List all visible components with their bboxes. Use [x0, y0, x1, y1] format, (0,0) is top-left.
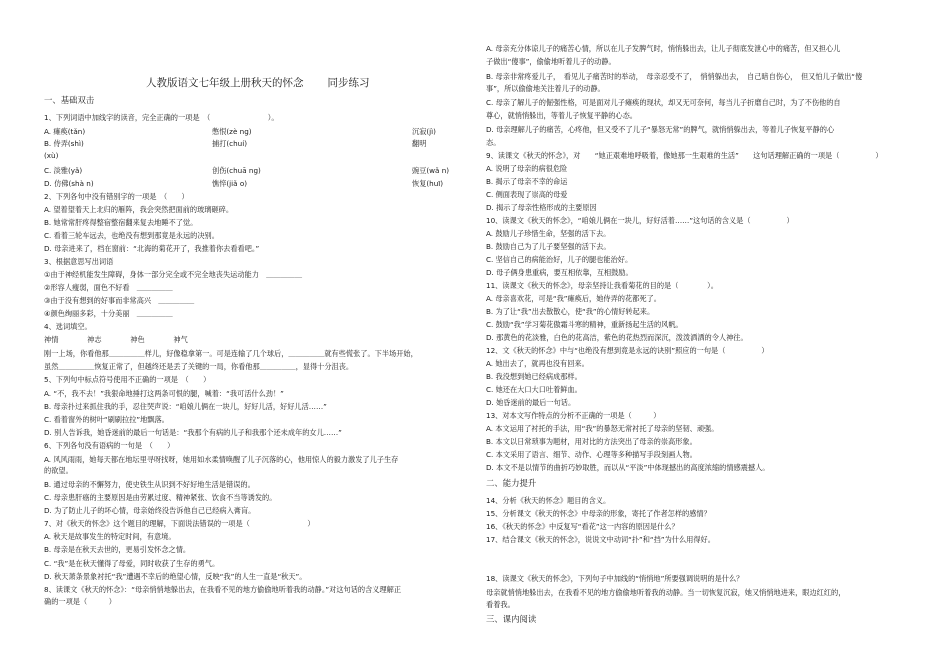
option-row-1b	[44, 139, 426, 149]
option: D. 她昏迷前的最后一句话。	[486, 398, 576, 407]
option-cont: 的欲望。	[44, 466, 73, 475]
option: A. 瘫痪(tǎn)	[44, 127, 86, 136]
option: D. 母子俩身患重病，要互相依靠，互相鼓励。	[486, 268, 633, 277]
section-heading-basic: 一、基础双击	[44, 95, 95, 105]
option: C. 鼓励“我”学习菊花傲霜斗寒的精神，重新扬起生活的风帆。	[486, 320, 683, 329]
option: 沉寂(jì)	[412, 127, 436, 136]
option: B. 她常常肝疼得整宿整宿翻来复去地睡不了觉。	[44, 218, 198, 227]
question-2: 2、下列各句中没有错别字的一项是 （ ）	[44, 192, 189, 201]
fill-passage: 刚一上场，你看他那＿＿＿＿＿样儿，好像稳拿第一。可是连输了几个球后，＿＿＿＿＿就有些慌张了。下半场开始，	[44, 349, 418, 358]
option: C. 看着窗外的树叶“刷刷拉拉”地飘落。	[44, 415, 169, 424]
option: A. 本文运用了衬托的手法，用“我”的暴怒无常衬托了母亲的坚韧、顽强。	[486, 424, 719, 433]
definition-item: ②形容人瘦弱，面色不好看 ＿＿＿＿＿	[44, 283, 173, 292]
option-cont: 子做出“傻事”，偷偷地听着儿子的动静。	[486, 57, 616, 66]
option: C. 她还在大口大口吐着鲜血。	[486, 385, 582, 394]
option: 憔悴(jiǎ o)	[212, 179, 248, 188]
option: D. 别人告诉我，她昏迷前的最后一句话是：“我那个有病的儿子和我那个还未成年的女儿……”	[44, 428, 342, 437]
question-9: 9、读课文《秋天的怀念》，对 “她正艰难地呼吸着，像她那一生艰难的生活” 这句话理解正确的一项是（ ）	[486, 151, 883, 160]
option-row-1d	[44, 179, 443, 189]
option: A. 望着望着天上北归的雁阵，我会突然把面前的玻璃砸碎。	[44, 205, 234, 214]
definition-item: ④颜色绚丽多彩，十分美丽 ＿＿＿＿＿	[44, 309, 173, 318]
option: C. 侧面表现了崇高的母爱	[486, 190, 568, 199]
option: 翻明	[412, 139, 427, 148]
option-cont: 事”，所以偷偷地关注着儿子的动静。	[486, 84, 605, 93]
question-15: 15、分析课文《秋天的怀念》中母亲的形象，寄托了作者怎样的感情？	[486, 509, 711, 518]
option: B. 本文以日常琐事为题材，用对比的方法突出了母亲的崇高形象。	[486, 437, 697, 446]
option: 恢复(huī)	[412, 179, 444, 188]
question-12: 12、文《秋天的怀念》中与“也绝没有想到竟是永远的诀别”照应的一句是（ ）	[486, 346, 769, 355]
option: D. 为了防止儿子的坏心情，母亲始终没告诉他自己已经病入膏肓。	[44, 506, 256, 515]
section-heading-ability: 二、能力提升	[486, 478, 537, 488]
option: 憋恨(zè ng)	[212, 127, 252, 136]
question-8: 8、读课文《秋天的怀念》：“母亲悄悄地躲出去，在我看不见的地方偷偷地听着我的动静。”对这句话的含义理解正	[44, 585, 402, 594]
option: A. 母亲喜欢花，可是“我”瘫痪后，她侍弄的花都死了。	[486, 294, 661, 303]
option: D. 母亲理解儿子的痛苦，心疼他，但又受不了儿子“暴怒无常”的脾气，就悄悄躲出去，等着儿子恢复平静的心	[486, 125, 835, 134]
option: D. 本文不是以情节的曲折巧妙取胜，而以从“平淡”中体现撼出的高度浓缩的情感震撼人。	[486, 463, 770, 472]
option: D. 揭示了母亲性格形成的主要原因	[486, 203, 597, 212]
question-7: 7、对《秋天的怀念》这个题目的理解，下面说法错误的一项是（ ）	[44, 519, 315, 528]
option: B. 母亲扑过来抓住我的手，忍住哭声说：“咱娘儿俩在一块儿，好好儿活，好好儿活……”	[44, 402, 327, 411]
option: B. 鼓励自己为了儿子要坚强的活下去。	[486, 242, 611, 251]
option: C. 母亲了解儿子的倔强性格，可是面对儿子瘫痪的现状，却又无可奈何，每当儿子折磨自己时，为了不伤他的自	[486, 98, 841, 107]
question-1: 1、下列词语中加线字的读音，完全正确的一项是 （ ）。	[44, 113, 279, 122]
option-row-1a	[44, 127, 436, 137]
option: C. 坚信自己的病能治好，儿子的腿也能治好。	[486, 255, 633, 264]
option: A. 说明了母亲的病很危险	[486, 164, 568, 173]
section-heading-reading: 三、课内阅读	[486, 614, 537, 624]
fill-passage: 虽然＿＿＿＿＿恢复正常了，但越终还是丢了关键的一局，你看他那＿＿＿＿＿，显得十分沮丧。	[44, 362, 354, 371]
question-5: 5、下列句中标点符号使用不正确的一项是 （ ）	[44, 375, 211, 384]
option-cont: 态。	[486, 138, 501, 147]
question-8-cont: 确的一项是（ ）	[44, 597, 116, 606]
passage-line: 母亲就悄悄地躲出去，在我看不见的地方偷偷地听着我的动静。当一切恢复沉寂，她又悄悄地进来，眼边红红的，	[486, 588, 846, 597]
definition-item: ③由于没有想到的好事而非常高兴 ＿＿＿＿＿	[44, 296, 195, 305]
question-11: 11、读课文《秋天的怀念》，母亲坚持让我看菊花的目的是（ ）。	[486, 281, 718, 290]
option: C. 看着三轮车远去，也绝没有想到那竟是永远的决别。	[44, 231, 219, 240]
option: A. 母亲充分体谅儿子的痛苦心情，所以在儿子发脾气时，悄悄躲出去，让儿子彻底发泄心中的痛苦，但又担心儿	[486, 44, 841, 53]
option: D. 仿佛(shà n)	[44, 179, 94, 188]
option: A. “不，我不去！”我狠命地捶打这两条可恨的腿，喊着：“我可活什么劲！”	[44, 389, 284, 398]
passage-line: 看着我。	[486, 600, 515, 609]
option: B. 侍弄(shì)	[44, 139, 84, 148]
option: C. “我”是在秋天懂得了母爱，同时收获了生存的勇气。	[44, 559, 220, 568]
question-18: 18、读课文《秋天的怀念》，下列句子中加线的“悄悄地”所要强调说明的是什么？	[486, 574, 744, 583]
option-cont: 尊心，就悄悄躲出，等着儿子恢复平静的心态。	[486, 111, 637, 120]
page-title: 人教版语文七年级上册秋天的怀念 同步练习	[146, 77, 370, 89]
option: D. 秋天萧条景象衬托“我”遭遇不幸后的绝望心情，反映“我”的人生一直是“秋天”。	[44, 572, 307, 581]
option: B. 母亲非常疼爱儿子， 看见儿子痛苦时的举动， 母亲忍受不了， 悄悄躲出去， 自己暗自伤心， 但又怕儿子做出“傻	[486, 72, 863, 81]
option: A. 鼓励儿子珍惜生命，坚强的活下去。	[486, 229, 611, 238]
option: C. 母亲患肝癌的主要原因是由劳累过度、精神紧张、饮食不当等诱发的。	[44, 493, 277, 502]
question-17: 17、结合课文《秋天的怀念》，说说文中动词“扑”和“挡”为什么用得好。	[486, 535, 715, 544]
option: B. 为了让“我”出去散散心，使“我”的心情好转起来。	[486, 307, 655, 316]
option: 捕打(chuí)	[212, 139, 248, 148]
question-13: 13、对本文写作特点的分析不正确的一项是（ ）	[486, 411, 661, 420]
option: D. 母亲进来了，档在窗前：“北海的菊花开了，我推着你去看看吧。”	[44, 244, 260, 253]
question-14: 14、分析《秋天的怀念》题目的含义。	[486, 496, 611, 505]
option-row-1b-cont: (xù)	[44, 151, 59, 160]
question-6: 6、下列各句没有语病的一句是 （ ）	[44, 441, 175, 450]
option: B. 我没想到她已经病成那样。	[486, 372, 582, 381]
word-choices: 神情 神志 神色 神气	[44, 335, 188, 344]
option-row-1c	[44, 166, 449, 176]
option: A. 秋天是故事发生的特定时间，有意境。	[44, 532, 176, 541]
question-10: 10、读课文《秋天的怀念》，“咱娘儿俩在一块儿，好好活着……”这句话的含义是（ ）	[486, 216, 794, 225]
option: B. 揭示了母亲不幸的命运	[486, 177, 568, 186]
option: 创伤(chuā ng)	[212, 166, 261, 175]
question-4: 4、选词填空。	[44, 322, 92, 331]
definition-item: ①由于神经机能发生障碍，身体一部分完全或不完全地丧失运动能力 ＿＿＿＿＿	[44, 270, 303, 279]
option: C. 淡雅(yǎ)	[44, 166, 83, 175]
option: B. 母亲是在秋天去世的，更易引发怀念之情。	[44, 545, 191, 554]
option: D. 那黄色的花淡雅，白色的花高洁，紫色的花热烈而深沉，泼泼洒洒的令人神往。	[486, 333, 748, 342]
option: B. 通过母亲的不懈努力，使史铁生从识到不好好地生活是错误的。	[44, 480, 255, 489]
option: 豌豆(wǎ n)	[412, 166, 450, 175]
option: A. 风风雨雨，她每天都在地坛里寻呀找呀，她用如水柔情唤醒了儿子沉落的心，他用惊人的毅力激发了儿子生存	[44, 455, 399, 464]
question-16: 16、《秋天的怀念》中反复写“看花”这一内容的原因是什么？	[486, 522, 679, 531]
question-3: 3、根据意思写出词语	[44, 257, 114, 266]
option: C. 本文采用了语言、细节、动作、心理等多种描写手段刻画人物。	[486, 450, 697, 459]
option: A. 她出去了，就再也没有回来。	[486, 359, 589, 368]
